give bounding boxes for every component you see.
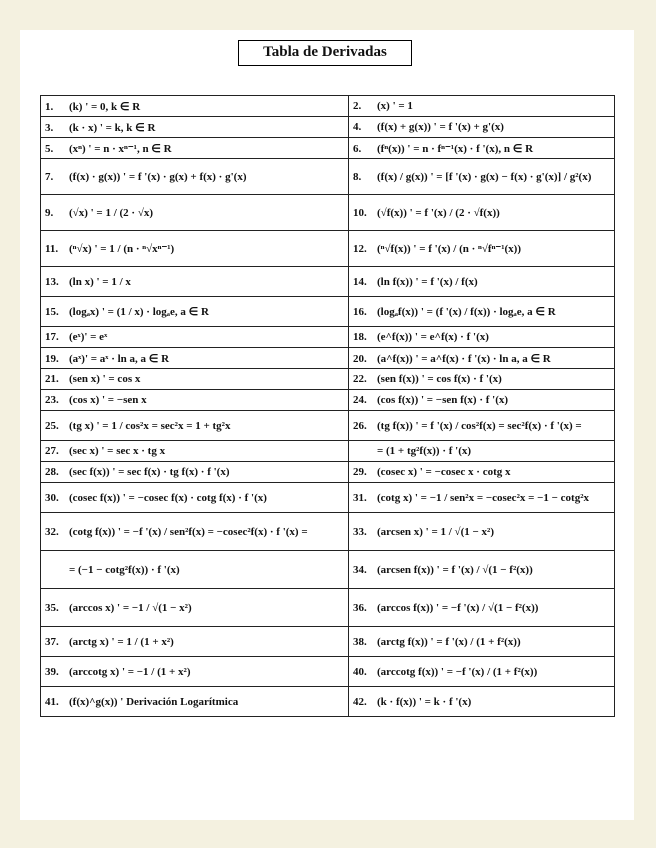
formula: (√f(x)) ' = f '(x) / (2 · √f(x))	[377, 206, 500, 219]
formula: (tg x) ' = 1 / cos²x = sec²x = 1 + tg²x	[69, 419, 231, 432]
formula-number: 5.	[45, 142, 54, 155]
table-cell	[349, 267, 615, 297]
table-cell	[349, 513, 615, 551]
formula-number: 4.	[353, 121, 362, 133]
table-row	[41, 231, 615, 267]
formula-number: 8.	[353, 170, 362, 183]
table-cell	[41, 627, 349, 657]
formula-number: 18.	[353, 331, 367, 343]
formula-number: 41.	[45, 695, 59, 708]
table-cell	[349, 231, 615, 267]
formula-number: 27.	[45, 445, 59, 457]
formula-number: 15.	[45, 306, 59, 318]
formula: (ln x) ' = 1 / x	[69, 275, 131, 288]
formula: (arccotg f(x)) ' = −f '(x) / (1 + f²(x))	[377, 665, 538, 678]
formula: = (1 + tg²f(x)) · f '(x)	[377, 445, 472, 457]
table-cell	[349, 687, 615, 717]
table-cell	[41, 231, 349, 267]
formula-number: 23.	[45, 394, 59, 406]
table-cell	[41, 551, 349, 589]
table-cell	[41, 267, 349, 297]
table-cell	[41, 138, 349, 159]
table-row	[41, 411, 615, 441]
table-cell	[349, 441, 615, 462]
formula: (logₐf(x)) ' = (f '(x) / f(x)) · logₐe, a ∈ R	[377, 306, 556, 318]
table-cell	[349, 411, 615, 441]
table-cell	[349, 483, 615, 513]
formula: (eˣ)' = eˣ	[69, 331, 108, 343]
table-cell	[41, 483, 349, 513]
formula: (f(x) + g(x)) ' = f '(x) + g'(x)	[377, 121, 504, 133]
table-cell	[41, 117, 349, 138]
formula-number: 29.	[353, 466, 367, 478]
page-title: Tabla de Derivadas	[238, 40, 412, 66]
formula-number: 28.	[45, 466, 59, 478]
table-cell	[41, 96, 349, 117]
derivatives-sheet	[20, 30, 634, 820]
table-cell	[41, 513, 349, 551]
formula: (cotg f(x)) ' = −f '(x) / sen²f(x) = −cosec²f(x) · f '(x) =	[69, 525, 308, 538]
formula-number: 14.	[353, 275, 367, 288]
table-cell	[349, 117, 615, 138]
table-row	[41, 327, 615, 348]
formula: (cos x) ' = −sen x	[69, 394, 147, 406]
derivatives-table	[40, 95, 615, 717]
table-cell	[349, 96, 615, 117]
table-cell	[349, 327, 615, 348]
table-cell	[349, 657, 615, 687]
formula: (cosec f(x)) ' = −cosec f(x) · cotg f(x) · f '(x)	[69, 491, 267, 504]
table-cell	[41, 657, 349, 687]
formula-number: 22.	[353, 373, 367, 385]
table-row	[41, 589, 615, 627]
table-cell	[41, 462, 349, 483]
formula-number: 36.	[353, 601, 367, 614]
table-row	[41, 462, 615, 483]
table-cell	[349, 159, 615, 195]
table-cell	[349, 138, 615, 159]
table-row	[41, 138, 615, 159]
formula-number: 3.	[45, 121, 54, 134]
formula-number: 19.	[45, 352, 59, 365]
table-row	[41, 96, 615, 117]
formula: (ⁿ√x) ' = 1 / (n · ⁿ√xⁿ⁻¹)	[69, 243, 175, 255]
formula: (f(x) · g(x)) ' = f '(x) · g(x) + f(x) · g'(x)	[69, 170, 247, 183]
formula-number: 6.	[353, 142, 362, 155]
table-row	[41, 657, 615, 687]
formula: (arcsen x) ' = 1 / √(1 − x²)	[377, 525, 494, 538]
formula: (cotg x) ' = −1 / sen²x = −cosec²x = −1 − cotg²x	[377, 491, 590, 504]
table-cell	[41, 195, 349, 231]
table-row	[41, 687, 615, 717]
table-cell	[349, 390, 615, 411]
formula-number: 10.	[353, 206, 367, 219]
table-cell	[41, 327, 349, 348]
formula: (fⁿ(x)) ' = n · fⁿ⁻¹(x) · f '(x), n ∈ R	[377, 142, 534, 155]
formula: (xⁿ) ' = n · xⁿ⁻¹, n ∈ R	[69, 142, 172, 155]
formula-number: 12.	[353, 243, 367, 255]
formula-number: 11.	[45, 243, 59, 255]
formula: (arccos x) ' = −1 / √(1 − x²)	[69, 601, 192, 614]
formula: (sec f(x)) ' = sec f(x) · tg f(x) · f '(x)	[69, 466, 230, 478]
formula-number: 21.	[45, 373, 59, 385]
table-row	[41, 551, 615, 589]
table-cell	[349, 462, 615, 483]
formula-number: 17.	[45, 331, 59, 343]
formula-number: 37.	[45, 635, 59, 648]
formula: (sen f(x)) ' = cos f(x) · f '(x)	[377, 373, 502, 385]
table-row	[41, 195, 615, 231]
formula-number: 1.	[45, 100, 54, 113]
formula-number: 25.	[45, 419, 59, 432]
table-row	[41, 369, 615, 390]
table-row	[41, 390, 615, 411]
formula: (cosec x) ' = −cosec x · cotg x	[377, 466, 511, 478]
table-row	[41, 297, 615, 327]
formula-number: 42.	[353, 695, 367, 708]
formula-number: 9.	[45, 206, 54, 219]
table-cell	[349, 348, 615, 369]
table-row	[41, 267, 615, 297]
formula: (arccotg x) ' = −1 / (1 + x²)	[69, 665, 191, 678]
formula-number: 38.	[353, 635, 367, 648]
formula-number: 31.	[353, 491, 367, 504]
table-row	[41, 348, 615, 369]
formula: (tg f(x)) ' = f '(x) / cos²f(x) = sec²f(x) · f '(x) =	[377, 419, 582, 432]
table-cell	[349, 195, 615, 231]
table-cell	[41, 589, 349, 627]
table-cell	[349, 627, 615, 657]
formula-number: 20.	[353, 352, 367, 365]
formula: (sen x) ' = cos x	[69, 373, 141, 385]
formula-number: 24.	[353, 394, 367, 406]
formula-number: 39.	[45, 665, 59, 678]
table-cell	[41, 348, 349, 369]
formula-number: 32.	[45, 525, 59, 538]
table-cell	[349, 297, 615, 327]
formula-number: 2.	[353, 100, 362, 112]
table-row	[41, 513, 615, 551]
formula: (sec x) ' = sec x · tg x	[69, 445, 166, 457]
table-cell	[41, 441, 349, 462]
formula: (aˣ)' = aˣ · ln a, a ∈ R	[69, 352, 170, 365]
formula: (f(x) / g(x)) ' = [f '(x) · g(x) − f(x) · g'(x)] / g²(x)	[377, 170, 592, 183]
formula: (arctg f(x)) ' = f '(x) / (1 + f²(x))	[377, 635, 521, 648]
table-cell	[41, 297, 349, 327]
table-cell	[349, 369, 615, 390]
formula: (logₐx) ' = (1 / x) · logₐe, a ∈ R	[69, 306, 209, 318]
formula-number: 30.	[45, 491, 59, 504]
table-cell	[41, 411, 349, 441]
formula: (e^f(x)) ' = e^f(x) · f '(x)	[377, 331, 489, 343]
formula: (k · f(x)) ' = k · f '(x)	[377, 695, 472, 708]
formula: (ⁿ√f(x)) ' = f '(x) / (n · ⁿ√fⁿ⁻¹(x))	[377, 243, 521, 255]
formula: (arcsen f(x)) ' = f '(x) / √(1 − f²(x))	[377, 563, 533, 576]
formula: (f(x)^g(x)) ' Derivación Logarítmica	[69, 695, 239, 708]
table-cell	[349, 589, 615, 627]
table-cell	[41, 159, 349, 195]
formula-number: 33.	[353, 525, 367, 538]
formula-number: 7.	[45, 170, 54, 183]
table-cell	[349, 551, 615, 589]
formula: (a^f(x)) ' = a^f(x) · f '(x) · ln a, a ∈ R	[377, 352, 551, 365]
formula: (cos f(x)) ' = −sen f(x) · f '(x)	[377, 394, 509, 406]
formula: (x) ' = 1	[377, 100, 413, 112]
table-row	[41, 159, 615, 195]
formula-number: 13.	[45, 275, 59, 288]
formula: (k · x) ' = k, k ∈ R	[69, 121, 156, 134]
formula-number: 34.	[353, 563, 367, 576]
formula: (arccos f(x)) ' = −f '(x) / √(1 − f²(x))	[377, 601, 539, 614]
formula-number: 26.	[353, 419, 367, 432]
formula: (ln f(x)) ' = f '(x) / f(x)	[377, 275, 478, 288]
table-row	[41, 627, 615, 657]
table-cell	[41, 369, 349, 390]
table-cell	[41, 390, 349, 411]
formula-number: 16.	[353, 306, 367, 318]
table-row	[41, 441, 615, 462]
formula: (√x) ' = 1 / (2 · √x)	[69, 206, 154, 219]
formula: (k) ' = 0, k ∈ R	[69, 100, 141, 113]
table-row	[41, 483, 615, 513]
formula: = (−1 − cotg²f(x)) · f '(x)	[69, 563, 180, 576]
formula: (arctg x) ' = 1 / (1 + x²)	[69, 635, 174, 648]
table-cell	[41, 687, 349, 717]
formula-number: 40.	[353, 665, 367, 678]
formula-number: 35.	[45, 601, 59, 614]
table-row	[41, 117, 615, 138]
